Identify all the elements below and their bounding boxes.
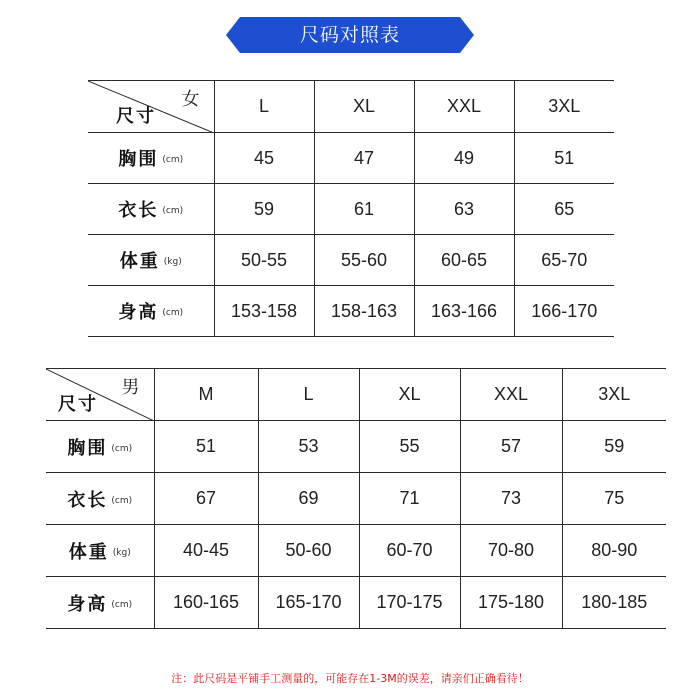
men-row-height — [46, 577, 666, 629]
row-label-cell — [46, 525, 154, 577]
women-size-table — [88, 80, 614, 337]
women-row-height — [88, 286, 614, 337]
men-row-chest — [46, 421, 666, 473]
table-cell: 59 — [214, 184, 314, 235]
table-cell: 50-60 — [258, 525, 359, 577]
men-row-weight — [46, 525, 666, 577]
table-cell: 45 — [214, 133, 314, 184]
row-label: 身高 — [67, 593, 108, 615]
row-unit: (cm) — [162, 206, 184, 217]
banner-title: 尺码对照表 — [299, 24, 400, 46]
table-cell: 75 — [562, 473, 666, 525]
table-cell: 163-166 — [414, 286, 514, 337]
table-cell: 158-163 — [314, 286, 414, 337]
row-label: 身高 — [118, 302, 159, 323]
row-label: 衣长 — [67, 489, 108, 511]
table-cell: 65 — [514, 184, 614, 235]
table-cell: 51 — [514, 133, 614, 184]
row-label-cell — [88, 235, 214, 286]
table-cell: 160-165 — [154, 577, 258, 629]
table-cell: 60-65 — [414, 235, 514, 286]
women-size-word: 尺寸 — [116, 106, 156, 127]
row-label: 胸围 — [118, 149, 159, 170]
table-cell: 73 — [460, 473, 562, 525]
row-unit: (cm) — [162, 308, 184, 319]
table-cell: 50-55 — [214, 235, 314, 286]
women-row-chest — [88, 133, 614, 184]
men-size-header: XL — [359, 369, 460, 421]
row-label: 衣长 — [118, 200, 159, 221]
table-cell: 57 — [460, 421, 562, 473]
row-unit: (cm) — [111, 599, 133, 610]
men-size-header: XXL — [460, 369, 562, 421]
table-cell: 70-80 — [460, 525, 562, 577]
row-label: 体重 — [119, 251, 160, 272]
men-size-word: 尺寸 — [58, 394, 98, 415]
table-cell: 65-70 — [514, 235, 614, 286]
women-size-header: XXL — [414, 81, 514, 133]
men-header-row — [46, 369, 666, 421]
row-label-cell — [88, 133, 214, 184]
women-size-header: 3XL — [514, 81, 614, 133]
table-cell: 180-185 — [562, 577, 666, 629]
men-size-table — [46, 368, 666, 629]
table-cell: 49 — [414, 133, 514, 184]
row-unit: (kg) — [163, 257, 182, 268]
women-size-header: L — [214, 81, 314, 133]
women-row-length — [88, 184, 614, 235]
row-unit: (kg) — [112, 547, 131, 558]
table-cell: 55-60 — [314, 235, 414, 286]
table-cell: 165-170 — [258, 577, 359, 629]
table-cell: 55 — [359, 421, 460, 473]
men-corner-cell — [46, 369, 154, 421]
women-header-row — [88, 81, 614, 133]
table-cell: 71 — [359, 473, 460, 525]
table-cell: 166-170 — [514, 286, 614, 337]
table-cell: 67 — [154, 473, 258, 525]
row-label-cell — [46, 421, 154, 473]
row-label-cell — [46, 473, 154, 525]
row-unit: (cm) — [111, 495, 133, 506]
table-cell: 51 — [154, 421, 258, 473]
table-cell: 170-175 — [359, 577, 460, 629]
table-cell: 53 — [258, 421, 359, 473]
table-cell: 61 — [314, 184, 414, 235]
table-cell: 59 — [562, 421, 666, 473]
table-cell: 153-158 — [214, 286, 314, 337]
men-size-header: L — [258, 369, 359, 421]
women-row-weight — [88, 235, 614, 286]
men-size-header: 3XL — [562, 369, 666, 421]
table-cell: 47 — [314, 133, 414, 184]
table-cell: 63 — [414, 184, 514, 235]
row-label-cell — [88, 286, 214, 337]
row-label: 胸围 — [67, 437, 108, 459]
men-row-length — [46, 473, 666, 525]
row-label-cell — [46, 577, 154, 629]
table-cell: 175-180 — [460, 577, 562, 629]
row-label: 体重 — [68, 541, 109, 563]
title-banner — [226, 17, 474, 53]
row-label-cell — [88, 184, 214, 235]
women-gender-label: 女 — [181, 89, 200, 110]
table-cell: 80-90 — [562, 525, 666, 577]
women-size-header: XL — [314, 81, 414, 133]
table-cell: 40-45 — [154, 525, 258, 577]
men-gender-label: 男 — [121, 377, 140, 398]
table-cell: 69 — [258, 473, 359, 525]
men-size-header: M — [154, 369, 258, 421]
row-unit: (cm) — [111, 443, 133, 454]
row-unit: (cm) — [162, 155, 184, 166]
women-corner-cell — [88, 81, 214, 133]
footnote-text: 注：此尺码是平铺手工测量的，可能存在1-3M的误差，请亲们正确看待！ — [171, 672, 529, 685]
table-cell: 60-70 — [359, 525, 460, 577]
